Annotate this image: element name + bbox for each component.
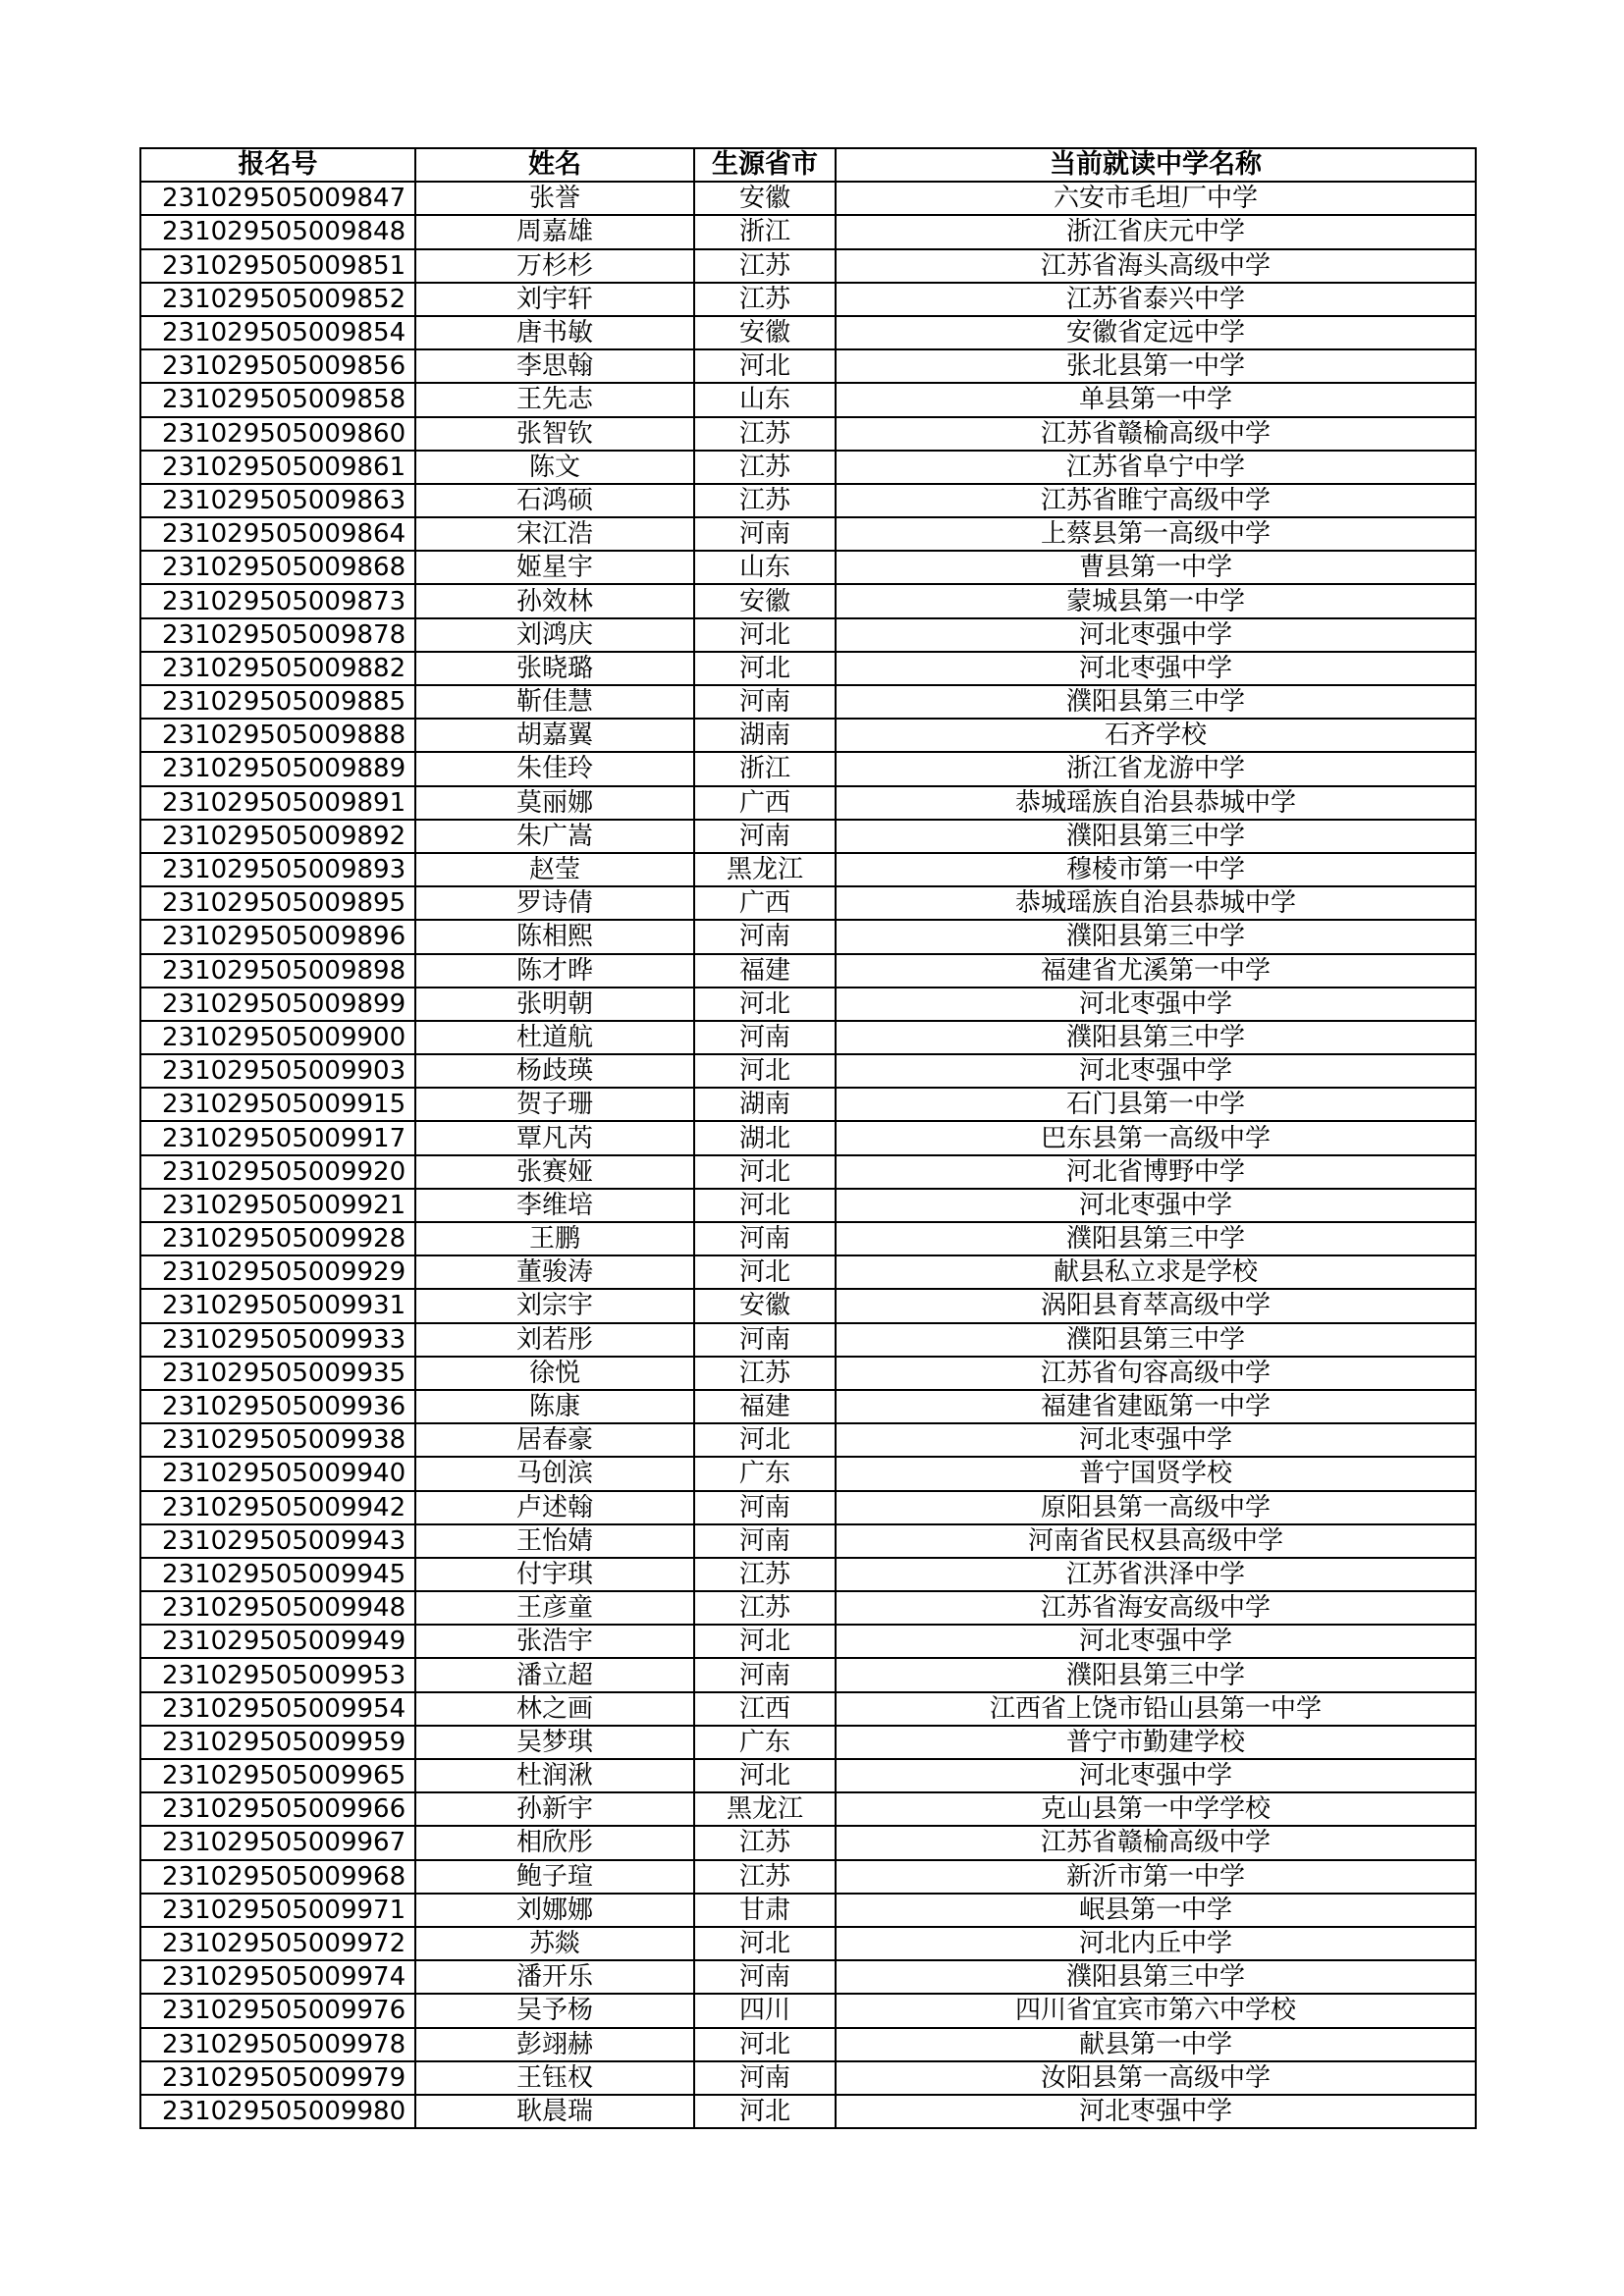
registration-number-cell: 231029505009940 xyxy=(140,1457,415,1490)
school-cell: 福建省建瓯第一中学 xyxy=(836,1390,1476,1423)
name-cell: 刘鸿庆 xyxy=(415,618,694,652)
registration-number-cell: 231029505009928 xyxy=(140,1222,415,1255)
registration-number-cell: 231029505009848 xyxy=(140,215,415,248)
school-cell: 蒙城县第一中学 xyxy=(836,584,1476,617)
registration-number-cell: 231029505009896 xyxy=(140,920,415,953)
name-cell: 赵莹 xyxy=(415,853,694,886)
name-cell: 王彦童 xyxy=(415,1591,694,1625)
province-cell: 河南 xyxy=(694,1658,836,1691)
table-row xyxy=(140,1390,1476,1423)
registration-number-cell: 231029505009917 xyxy=(140,1121,415,1154)
name-cell: 苏燚 xyxy=(415,1927,694,1960)
table-row xyxy=(140,1894,1476,1927)
table-row xyxy=(140,383,1476,416)
table-row xyxy=(140,719,1476,752)
name-cell: 彭翊赫 xyxy=(415,2028,694,2061)
registration-number-cell: 231029505009976 xyxy=(140,1994,415,2027)
table-row xyxy=(140,1423,1476,1457)
registration-number-cell: 231029505009978 xyxy=(140,2028,415,2061)
school-cell: 浙江省庆元中学 xyxy=(836,215,1476,248)
table-row xyxy=(140,1524,1476,1558)
province-cell: 江苏 xyxy=(694,417,836,451)
registration-number-cell: 231029505009899 xyxy=(140,988,415,1021)
registration-number-cell: 231029505009980 xyxy=(140,2095,415,2128)
registration-number-cell: 231029505009967 xyxy=(140,1826,415,1859)
registration-number-cell: 231029505009851 xyxy=(140,249,415,283)
name-cell: 胡嘉翼 xyxy=(415,719,694,752)
name-cell: 贺子珊 xyxy=(415,1088,694,1121)
registration-number-cell: 231029505009942 xyxy=(140,1491,415,1524)
name-cell: 居春豪 xyxy=(415,1423,694,1457)
table-row xyxy=(140,886,1476,920)
name-cell: 莫丽娜 xyxy=(415,786,694,820)
name-cell: 马创滨 xyxy=(415,1457,694,1490)
table-row xyxy=(140,451,1476,484)
province-cell: 安徽 xyxy=(694,316,836,349)
table-row xyxy=(140,1792,1476,1826)
registration-number-cell: 231029505009903 xyxy=(140,1054,415,1088)
province-cell: 江苏 xyxy=(694,1860,836,1894)
registration-number-cell: 231029505009864 xyxy=(140,517,415,551)
name-cell: 潘开乐 xyxy=(415,1960,694,1994)
registration-number-cell: 231029505009858 xyxy=(140,383,415,416)
province-cell: 湖南 xyxy=(694,1088,836,1121)
registration-number-cell: 231029505009868 xyxy=(140,551,415,584)
province-cell: 江苏 xyxy=(694,484,836,517)
province-cell: 河北 xyxy=(694,1927,836,1960)
table-row xyxy=(140,1860,1476,1894)
school-cell: 普宁国贤学校 xyxy=(836,1457,1476,1490)
school-cell: 张北县第一中学 xyxy=(836,349,1476,383)
province-cell: 浙江 xyxy=(694,215,836,248)
name-cell: 朱广嵩 xyxy=(415,820,694,853)
province-cell: 黑龙江 xyxy=(694,1792,836,1826)
name-cell: 陈康 xyxy=(415,1390,694,1423)
table-row xyxy=(140,182,1476,215)
school-cell: 恭城瑶族自治县恭城中学 xyxy=(836,886,1476,920)
registration-number-cell: 231029505009945 xyxy=(140,1558,415,1591)
province-cell: 河北 xyxy=(694,1759,836,1792)
name-cell: 刘若彤 xyxy=(415,1323,694,1357)
province-cell: 安徽 xyxy=(694,584,836,617)
province-cell: 江苏 xyxy=(694,1591,836,1625)
name-cell: 刘宗宇 xyxy=(415,1289,694,1322)
school-cell: 江苏省泰兴中学 xyxy=(836,283,1476,316)
name-cell: 王钰权 xyxy=(415,2061,694,2095)
province-cell: 江苏 xyxy=(694,1357,836,1390)
name-cell: 杜道航 xyxy=(415,1021,694,1054)
name-cell: 石鸿硕 xyxy=(415,484,694,517)
school-cell: 石齐学校 xyxy=(836,719,1476,752)
registration-number-cell: 231029505009943 xyxy=(140,1524,415,1558)
school-cell: 岷县第一中学 xyxy=(836,1894,1476,1927)
school-cell: 濮阳县第三中学 xyxy=(836,820,1476,853)
registration-number-cell: 231029505009954 xyxy=(140,1692,415,1726)
registration-number-cell: 231029505009898 xyxy=(140,954,415,988)
school-cell: 普宁市勤建学校 xyxy=(836,1726,1476,1759)
school-cell: 曹县第一中学 xyxy=(836,551,1476,584)
province-cell: 河南 xyxy=(694,1960,836,1994)
header-row xyxy=(140,148,1476,182)
province-cell: 河南 xyxy=(694,1222,836,1255)
school-cell: 江苏省句容高级中学 xyxy=(836,1357,1476,1390)
province-cell: 河北 xyxy=(694,1189,836,1222)
name-cell: 刘娜娜 xyxy=(415,1894,694,1927)
school-cell: 濮阳县第三中学 xyxy=(836,1323,1476,1357)
province-cell: 江苏 xyxy=(694,283,836,316)
school-cell: 河北枣强中学 xyxy=(836,1054,1476,1088)
table-row xyxy=(140,249,1476,283)
table-row xyxy=(140,484,1476,517)
name-cell: 吴梦琪 xyxy=(415,1726,694,1759)
registration-number-cell: 231029505009847 xyxy=(140,182,415,215)
registration-number-cell: 231029505009891 xyxy=(140,786,415,820)
province-cell: 江西 xyxy=(694,1692,836,1726)
province-cell: 安徽 xyxy=(694,182,836,215)
name-cell: 宋江浩 xyxy=(415,517,694,551)
province-cell: 山东 xyxy=(694,383,836,416)
registration-number-cell: 231029505009921 xyxy=(140,1189,415,1222)
school-cell: 献县第一中学 xyxy=(836,2028,1476,2061)
table-row xyxy=(140,1591,1476,1625)
registration-number-cell: 231029505009949 xyxy=(140,1625,415,1658)
province-cell: 福建 xyxy=(694,1390,836,1423)
table-row xyxy=(140,1658,1476,1691)
school-cell: 河北枣强中学 xyxy=(836,988,1476,1021)
province-cell: 河北 xyxy=(694,988,836,1021)
name-cell: 孙新宇 xyxy=(415,1792,694,1826)
registration-number-cell: 231029505009948 xyxy=(140,1591,415,1625)
province-cell: 广西 xyxy=(694,886,836,920)
registration-number-cell: 231029505009965 xyxy=(140,1759,415,1792)
province-cell: 湖南 xyxy=(694,719,836,752)
name-cell: 卢述翰 xyxy=(415,1491,694,1524)
school-cell: 河北枣强中学 xyxy=(836,1625,1476,1658)
table-row xyxy=(140,618,1476,652)
name-cell: 王怡婧 xyxy=(415,1524,694,1558)
name-cell: 董骏涛 xyxy=(415,1255,694,1289)
table-row xyxy=(140,1692,1476,1726)
registration-number-cell: 231029505009966 xyxy=(140,1792,415,1826)
table-row xyxy=(140,1994,1476,2027)
name-cell: 王鹏 xyxy=(415,1222,694,1255)
province-cell: 河北 xyxy=(694,1054,836,1088)
header-province: 生源省市 xyxy=(694,148,836,182)
table-row xyxy=(140,1088,1476,1121)
school-cell: 四川省宜宾市第六中学校 xyxy=(836,1994,1476,2027)
name-cell: 姬星宇 xyxy=(415,551,694,584)
name-cell: 靳佳慧 xyxy=(415,685,694,719)
school-cell: 濮阳县第三中学 xyxy=(836,685,1476,719)
name-cell: 陈才晔 xyxy=(415,954,694,988)
school-cell: 河北省博野中学 xyxy=(836,1155,1476,1189)
school-cell: 原阳县第一高级中学 xyxy=(836,1491,1476,1524)
province-cell: 江苏 xyxy=(694,249,836,283)
table-row xyxy=(140,1726,1476,1759)
name-cell: 吴予杨 xyxy=(415,1994,694,2027)
registration-number-cell: 231029505009974 xyxy=(140,1960,415,1994)
table-row xyxy=(140,1323,1476,1357)
table-row xyxy=(140,820,1476,853)
school-cell: 濮阳县第三中学 xyxy=(836,1960,1476,1994)
table-row xyxy=(140,1189,1476,1222)
school-cell: 河北枣强中学 xyxy=(836,652,1476,685)
school-cell: 河北枣强中学 xyxy=(836,1423,1476,1457)
name-cell: 李思翰 xyxy=(415,349,694,383)
province-cell: 江苏 xyxy=(694,1558,836,1591)
table-row xyxy=(140,1222,1476,1255)
registration-number-cell: 231029505009959 xyxy=(140,1726,415,1759)
table-row xyxy=(140,652,1476,685)
registration-number-cell: 231029505009863 xyxy=(140,484,415,517)
registration-number-cell: 231029505009888 xyxy=(140,719,415,752)
name-cell: 相欣彤 xyxy=(415,1826,694,1859)
table-row xyxy=(140,551,1476,584)
school-cell: 恭城瑶族自治县恭城中学 xyxy=(836,786,1476,820)
name-cell: 王先志 xyxy=(415,383,694,416)
name-cell: 张晓璐 xyxy=(415,652,694,685)
school-cell: 涡阳县育萃高级中学 xyxy=(836,1289,1476,1322)
name-cell: 鲍子瑄 xyxy=(415,1860,694,1894)
registration-number-cell: 231029505009900 xyxy=(140,1021,415,1054)
province-cell: 河南 xyxy=(694,820,836,853)
school-cell: 献县私立求是学校 xyxy=(836,1255,1476,1289)
registration-number-cell: 231029505009971 xyxy=(140,1894,415,1927)
name-cell: 潘立超 xyxy=(415,1658,694,1691)
province-cell: 河南 xyxy=(694,2061,836,2095)
name-cell: 付宇琪 xyxy=(415,1558,694,1591)
school-cell: 石门县第一中学 xyxy=(836,1088,1476,1121)
name-cell: 周嘉雄 xyxy=(415,215,694,248)
table-row xyxy=(140,2061,1476,2095)
table-row xyxy=(140,417,1476,451)
province-cell: 广西 xyxy=(694,786,836,820)
province-cell: 河北 xyxy=(694,618,836,652)
registration-number-cell: 231029505009878 xyxy=(140,618,415,652)
name-cell: 杜润湫 xyxy=(415,1759,694,1792)
school-cell: 河北枣强中学 xyxy=(836,618,1476,652)
registration-number-cell: 231029505009861 xyxy=(140,451,415,484)
table-row xyxy=(140,1927,1476,1960)
table-row xyxy=(140,1457,1476,1490)
table-header xyxy=(140,148,1476,182)
province-cell: 河北 xyxy=(694,349,836,383)
table-row xyxy=(140,584,1476,617)
province-cell: 河南 xyxy=(694,1021,836,1054)
school-cell: 江苏省海头高级中学 xyxy=(836,249,1476,283)
registration-number-cell: 231029505009929 xyxy=(140,1255,415,1289)
table-row xyxy=(140,1558,1476,1591)
table-row xyxy=(140,1625,1476,1658)
name-cell: 陈相熙 xyxy=(415,920,694,953)
school-cell: 江西省上饶市铅山县第一中学 xyxy=(836,1692,1476,1726)
province-cell: 河南 xyxy=(694,920,836,953)
table-row xyxy=(140,786,1476,820)
table-row xyxy=(140,1021,1476,1054)
school-cell: 汝阳县第一高级中学 xyxy=(836,2061,1476,2095)
name-cell: 陈文 xyxy=(415,451,694,484)
table-row xyxy=(140,1255,1476,1289)
header-name: 姓名 xyxy=(415,148,694,182)
registration-number-cell: 231029505009953 xyxy=(140,1658,415,1691)
name-cell: 刘宇轩 xyxy=(415,283,694,316)
school-cell: 河北枣强中学 xyxy=(836,1189,1476,1222)
province-cell: 河南 xyxy=(694,1323,836,1357)
province-cell: 黑龙江 xyxy=(694,853,836,886)
province-cell: 江苏 xyxy=(694,451,836,484)
province-cell: 河南 xyxy=(694,517,836,551)
school-cell: 六安市毛坦厂中学 xyxy=(836,182,1476,215)
name-cell: 张智钦 xyxy=(415,417,694,451)
table-row xyxy=(140,1759,1476,1792)
registration-number-cell: 231029505009860 xyxy=(140,417,415,451)
header-registration-number: 报名号 xyxy=(140,148,415,182)
registration-number-cell: 231029505009895 xyxy=(140,886,415,920)
table-row xyxy=(140,853,1476,886)
table-row xyxy=(140,954,1476,988)
registration-number-cell: 231029505009931 xyxy=(140,1289,415,1322)
student-roster-table xyxy=(139,147,1477,2129)
province-cell: 浙江 xyxy=(694,752,836,785)
school-cell: 河北内丘中学 xyxy=(836,1927,1476,1960)
school-cell: 濮阳县第三中学 xyxy=(836,920,1476,953)
registration-number-cell: 231029505009972 xyxy=(140,1927,415,1960)
registration-number-cell: 231029505009854 xyxy=(140,316,415,349)
name-cell: 覃凡芮 xyxy=(415,1121,694,1154)
registration-number-cell: 231029505009852 xyxy=(140,283,415,316)
table-row xyxy=(140,752,1476,785)
school-cell: 单县第一中学 xyxy=(836,383,1476,416)
name-cell: 张浩宇 xyxy=(415,1625,694,1658)
registration-number-cell: 231029505009933 xyxy=(140,1323,415,1357)
province-cell: 四川 xyxy=(694,1994,836,2027)
table-row xyxy=(140,316,1476,349)
table-row xyxy=(140,1960,1476,1994)
registration-number-cell: 231029505009856 xyxy=(140,349,415,383)
school-cell: 福建省尤溪第一中学 xyxy=(836,954,1476,988)
school-cell: 江苏省洪泽中学 xyxy=(836,1558,1476,1591)
name-cell: 朱佳玲 xyxy=(415,752,694,785)
table-row xyxy=(140,1357,1476,1390)
province-cell: 河北 xyxy=(694,1625,836,1658)
school-cell: 濮阳县第三中学 xyxy=(836,1021,1476,1054)
name-cell: 耿晨瑞 xyxy=(415,2095,694,2128)
registration-number-cell: 231029505009979 xyxy=(140,2061,415,2095)
school-cell: 克山县第一中学学校 xyxy=(836,1792,1476,1826)
table-row xyxy=(140,349,1476,383)
school-cell: 河北枣强中学 xyxy=(836,2095,1476,2128)
province-cell: 河南 xyxy=(694,685,836,719)
table-row xyxy=(140,1121,1476,1154)
province-cell: 安徽 xyxy=(694,1289,836,1322)
province-cell: 广东 xyxy=(694,1457,836,1490)
table-row xyxy=(140,2095,1476,2128)
registration-number-cell: 231029505009889 xyxy=(140,752,415,785)
province-cell: 江苏 xyxy=(694,1826,836,1859)
registration-number-cell: 231029505009893 xyxy=(140,853,415,886)
school-cell: 江苏省海安高级中学 xyxy=(836,1591,1476,1625)
name-cell: 林之画 xyxy=(415,1692,694,1726)
province-cell: 福建 xyxy=(694,954,836,988)
school-cell: 江苏省赣榆高级中学 xyxy=(836,1826,1476,1859)
name-cell: 徐悦 xyxy=(415,1357,694,1390)
table-row xyxy=(140,283,1476,316)
school-cell: 安徽省定远中学 xyxy=(836,316,1476,349)
registration-number-cell: 231029505009892 xyxy=(140,820,415,853)
table-row xyxy=(140,920,1476,953)
registration-number-cell: 231029505009968 xyxy=(140,1860,415,1894)
name-cell: 罗诗倩 xyxy=(415,886,694,920)
school-cell: 河北枣强中学 xyxy=(836,1759,1476,1792)
registration-number-cell: 231029505009935 xyxy=(140,1357,415,1390)
table-row xyxy=(140,215,1476,248)
name-cell: 唐书敏 xyxy=(415,316,694,349)
school-cell: 新沂市第一中学 xyxy=(836,1860,1476,1894)
table-row xyxy=(140,1054,1476,1088)
province-cell: 山东 xyxy=(694,551,836,584)
name-cell: 李维培 xyxy=(415,1189,694,1222)
header-school: 当前就读中学名称 xyxy=(836,148,1476,182)
province-cell: 河南 xyxy=(694,1524,836,1558)
table-row xyxy=(140,1289,1476,1322)
table-row xyxy=(140,988,1476,1021)
registration-number-cell: 231029505009882 xyxy=(140,652,415,685)
registration-number-cell: 231029505009873 xyxy=(140,584,415,617)
province-cell: 河北 xyxy=(694,1155,836,1189)
registration-number-cell: 231029505009920 xyxy=(140,1155,415,1189)
table-row xyxy=(140,685,1476,719)
table-row xyxy=(140,1491,1476,1524)
name-cell: 张赛娅 xyxy=(415,1155,694,1189)
school-cell: 濮阳县第三中学 xyxy=(836,1222,1476,1255)
school-cell: 江苏省赣榆高级中学 xyxy=(836,417,1476,451)
school-cell: 江苏省阜宁中学 xyxy=(836,451,1476,484)
school-cell: 濮阳县第三中学 xyxy=(836,1658,1476,1691)
school-cell: 浙江省龙游中学 xyxy=(836,752,1476,785)
name-cell: 孙效林 xyxy=(415,584,694,617)
province-cell: 河北 xyxy=(694,652,836,685)
name-cell: 张明朝 xyxy=(415,988,694,1021)
table-row xyxy=(140,2028,1476,2061)
table-row xyxy=(140,1155,1476,1189)
table-body xyxy=(140,182,1476,2128)
table-row xyxy=(140,517,1476,551)
name-cell: 万杉杉 xyxy=(415,249,694,283)
school-cell: 巴东县第一高级中学 xyxy=(836,1121,1476,1154)
registration-number-cell: 231029505009915 xyxy=(140,1088,415,1121)
registration-number-cell: 231029505009938 xyxy=(140,1423,415,1457)
province-cell: 河南 xyxy=(694,1491,836,1524)
name-cell: 杨歧瑛 xyxy=(415,1054,694,1088)
registration-number-cell: 231029505009936 xyxy=(140,1390,415,1423)
province-cell: 河北 xyxy=(694,2028,836,2061)
province-cell: 广东 xyxy=(694,1726,836,1759)
province-cell: 河北 xyxy=(694,2095,836,2128)
registration-number-cell: 231029505009885 xyxy=(140,685,415,719)
province-cell: 河北 xyxy=(694,1255,836,1289)
school-cell: 河南省民权县高级中学 xyxy=(836,1524,1476,1558)
name-cell: 张誉 xyxy=(415,182,694,215)
province-cell: 湖北 xyxy=(694,1121,836,1154)
table-row xyxy=(140,1826,1476,1859)
school-cell: 穆棱市第一中学 xyxy=(836,853,1476,886)
school-cell: 江苏省睢宁高级中学 xyxy=(836,484,1476,517)
school-cell: 上蔡县第一高级中学 xyxy=(836,517,1476,551)
province-cell: 甘肃 xyxy=(694,1894,836,1927)
province-cell: 河北 xyxy=(694,1423,836,1457)
